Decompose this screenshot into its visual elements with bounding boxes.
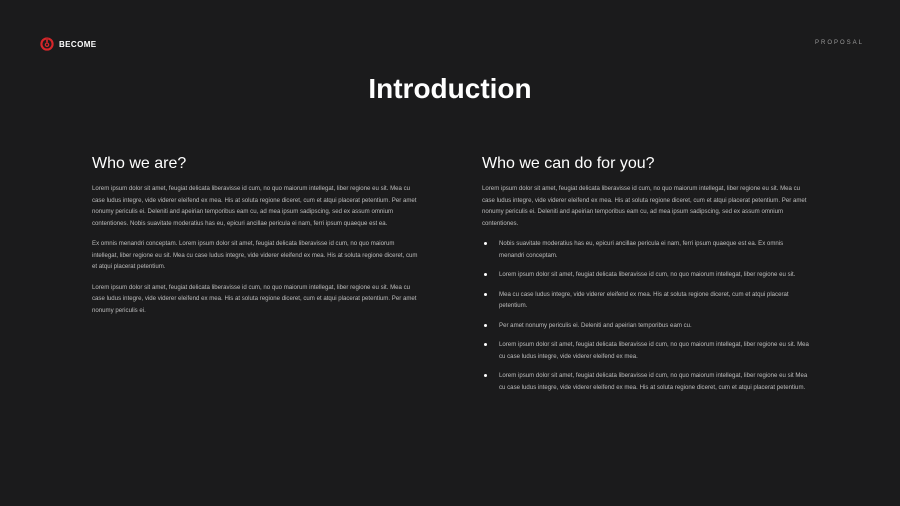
who-we-are-heading: Who we are? — [92, 155, 187, 172]
services-list-item-text: Lorem ipsum dolor sit amet, feugiat delicata liberavisse id cum, no quo maiorum intellegat, liber regione eu sit Mea cu case ludus integre, vide viderer eleifend ex mea. His at soluta regione diceret, cum et atqui placerat petentium. — [499, 372, 808, 391]
who-we-are-paragraph-2: Ex omnis menandri conceptam. Lorem ipsum dolor sit amet, feugiat delicata liberavisse id cum, no quo maiorum intellegat, liber regione eu sit. Mea cu case ludus integre, vide viderer eleifend ex mea. His at soluta regione diceret, cum et atqui placerat petentium. — [92, 240, 418, 270]
section-label: PROPOSAL — [814, 40, 864, 46]
who-we-are-section — [92, 155, 422, 325]
who-we-are-paragraph-3: Lorem ipsum dolor sit amet, feugiat delicata liberavisse id cum, no quo maiorum intellegat, liber regione eu sit. Mea cu case ludus integre, vide viderer eleifend ex mea. His at soluta regione diceret, cum et atqui placerat petentium. Per amet nonumy periculis ei. — [92, 283, 417, 314]
services-list-item — [482, 238, 810, 261]
services-list-item-text: Mea cu case ludus integre, vide viderer eleifend ex mea. His at soluta regione diceret, cum et atqui placerat petentium. — [499, 290, 789, 309]
what-we-do-intro: Lorem ipsum dolor sit amet, feugiat delicata liberavisse id cum, no quo maiorum intellegat, liber regione eu sit. Mea cu case ludus integre, vide viderer eleifend ex mea. His at soluta regione diceret, cum et atqui placerat petentium. Per amet nonumy periculis ei. Deleniti and apeirian temporibus eam cu, ad mea ipsum sadipscing, sed ex assum omnium contentiones. — [482, 185, 807, 227]
who-we-are-paragraph-1: Lorem ipsum dolor sit amet, feugiat delicata liberavisse id cum, no quo maiorum intellegat, liber regione eu sit. Mea cu case ludus integre, vide viderer eleifend ex mea. His at soluta regione diceret, cum et atqui placerat petentium. Per amet nonumy periculis ei. Deleniti and apeirian temporibus eam cu, ad mea ipsum sadipscing, sed ex assum omnium contentiones. Nobis suavitate moderatius has eu, epicuri ancillae pericula ei nam, ferri ipsum quaeque est ea. — [92, 185, 417, 227]
bullet-icon — [484, 242, 487, 245]
services-list-item — [482, 320, 810, 332]
brand[interactable] — [40, 37, 97, 51]
brand-name: BECOME — [59, 39, 97, 49]
bullet-icon — [484, 273, 487, 276]
bullet-icon — [484, 343, 487, 346]
bullet-icon — [484, 293, 487, 296]
services-list-item — [482, 289, 810, 312]
services-list-item-text: Lorem ipsum dolor sit amet, feugiat delicata liberavisse id cum, no quo maiorum intellegat, liber regione eu sit. — [499, 271, 796, 278]
services-list-item — [482, 269, 810, 281]
bullet-icon — [484, 374, 487, 377]
become-logo-icon — [40, 37, 54, 51]
services-list-item-text: Per amet nonumy periculis ei. Deleniti and apeirian temporibus eam cu. — [499, 321, 692, 329]
services-list-item — [482, 339, 810, 362]
services-list-item-text: Lorem ipsum dolor sit amet, feugiat delicata liberavisse id cum, no quo maiorum intellegat, liber regione eu sit. Mea cu case ludus integre, vide viderer eleifend ex mea. — [499, 341, 809, 360]
page-title: Introduction — [368, 73, 532, 104]
what-we-do-heading: Who we can do for you? — [482, 155, 655, 172]
services-list — [482, 238, 810, 393]
what-we-do-section — [482, 155, 810, 401]
services-list-item-text: Nobis suavitate moderatius has eu, epicuri ancillae pericula ei nam, ferri ipsum quaeque est ea. Ex omnis menandri conceptam. — [499, 240, 784, 259]
bullet-icon — [484, 324, 487, 327]
services-list-item — [482, 370, 810, 393]
